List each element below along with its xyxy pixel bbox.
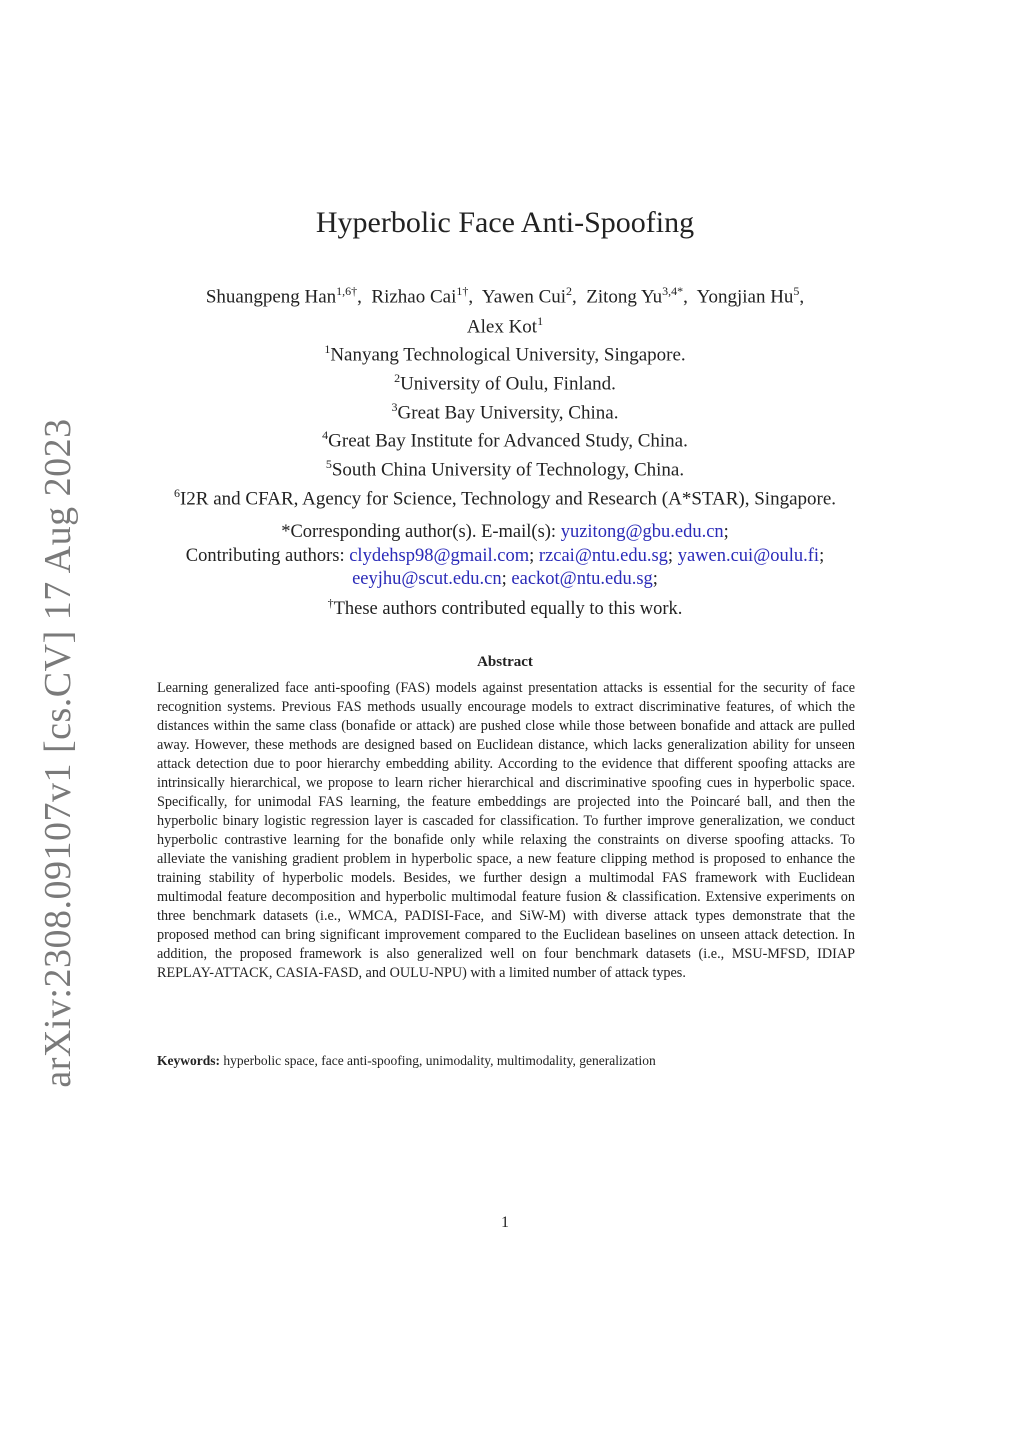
affiliation-mark: 2 xyxy=(394,370,401,385)
affiliation-text: University of Oulu, Finland. xyxy=(400,373,616,395)
affiliation-list xyxy=(0,338,1010,511)
author-name: Alex Kot xyxy=(466,316,538,338)
affiliation-mark: 4 xyxy=(322,428,329,443)
author-name: Yongjian Hu xyxy=(696,286,794,308)
affiliation-mark: 1 xyxy=(324,342,331,356)
affiliation-text: Great Bay University, China. xyxy=(397,401,619,423)
email-link[interactable]: rzcai@ntu.edu.sg xyxy=(538,545,668,566)
equal-contribution-note xyxy=(0,592,1010,622)
dagger-mark: † xyxy=(327,595,334,610)
email-link[interactable]: yuzitong@gbu.edu.cn xyxy=(560,522,724,542)
affiliation-item xyxy=(0,396,1010,425)
contributing-line: Contributing authors: clydehsp98@gmail.com; rzcai@ntu.edu.sg; yawen.cui@oulu.fi; xyxy=(185,545,825,566)
email-link[interactable]: yawen.cui@oulu.fi xyxy=(677,545,820,566)
abstract-text: Learning generalized face anti-spoofing (FAS) models against presentation attacks is essential for the security of face recognition systems. Previous FAS methods usually encourage models to extract discriminative features, of which the distances within the same class (bonafide or attack) are pushed close while those between bonafide and attack are pulled away. However, these methods are designed based on Euclidean distance, which lacks generalization ability for unseen attack detection due to poor hierarchy embedding ability. According to the evidence that different spoofing attacks are intrinsically hierarchical, we propose to learn richer hierarchical and discriminative spoofing cues in hyperbolic space. Specifically, for unimodal FAS learning, the feature embeddings are projected into the Poincaré ball, and then the hyperbolic binary logistic regression layer is cascaded for classification. To further improve generalization, we conduct hyperbolic contrastive learning for the bonafide only while relaxing the constraints on diverse spoofing attacks. To alleviate the vanishing gradient problem in hyperbolic space, a new feature clipping method is proposed to enhance the training stability of hyperbolic models. Besides, we further design a multimodal FAS framework with Euclidean multimodal feature decomposition and hyperbolic multimodal feature fusion & classification. Extensive experiments on three benchmark datasets (i.e., WMCA, PADISI-Face, and SiW-M) with diverse attack types demonstrate that the proposed method can bring significant improvement compared to the Euclidean baselines on unseen attack detection. In addition, the proposed framework is also generalized well on four benchmark datasets (i.e., MSU-MFSD, IDIAP REPLAY-ATTACK, CASIA-FASD, and OULU-NPU) with a limited number of attack types. xyxy=(157,680,855,981)
author-name: Rizhao Cai xyxy=(371,286,457,308)
author-name: Shuangpeng Han xyxy=(205,286,337,308)
author-affiliation-mark: 1 xyxy=(537,314,544,329)
affiliation-mark: 3 xyxy=(391,399,398,414)
abstract-heading: Abstract xyxy=(477,654,533,670)
author-list: Shuangpeng Han$^{1,6\dagger}$, Rizhao Cai$^{1\dagger}$, Yawen Cui$^2$, Zitong $Yu^{3,4*}$, Yongjian Hu$^5$, Alex Kot$^1$ xyxy=(205,284,805,338)
email-link[interactable]: eackot@ntu.edu.sg xyxy=(511,569,653,589)
email-link[interactable]: eeyjhu@scut.edu.cn xyxy=(352,569,502,589)
keywords-text: hyperbolic space, face anti-spoofing, unimodality, multimodality, generalization xyxy=(223,1053,656,1068)
affiliation-text: South China University of Technology, China. xyxy=(331,459,685,481)
equal-contribution-text: These authors contributed equally to this work. xyxy=(333,598,683,619)
contributing-label: Contributing authors: xyxy=(185,545,345,566)
affiliation-text: Nanyang Technological University, Singapore. xyxy=(330,344,686,366)
contributing-line: eeyjhu@scut.edu.cn; eackot@ntu.edu.sg; xyxy=(352,569,658,589)
affiliation-item xyxy=(0,338,1010,367)
corresponding-line: *Corresponding author(s). E-mail(s): yuzitong@gbu.edu.cn; xyxy=(281,522,729,542)
affiliation-item xyxy=(0,482,1010,511)
email-link[interactable]: clydehsp98@gmail.com xyxy=(349,545,530,566)
author-affiliation-mark: 1† xyxy=(456,284,469,298)
affiliation-item xyxy=(0,424,1010,453)
keywords-label: Keywords: xyxy=(157,1053,220,1068)
corresponding-label: *Corresponding author(s). E-mail(s): xyxy=(281,522,557,542)
keywords-line xyxy=(157,1053,857,1069)
author-affiliation-mark: 1,6† xyxy=(336,284,358,298)
affiliation-mark: 5 xyxy=(325,457,332,472)
arxiv-identifier: arXiv:2308.09107v1 [cs.CV] 17 Aug 2023 xyxy=(37,418,79,1088)
author-name: Yawen Cui xyxy=(481,286,567,308)
author-affiliation-mark: 5 xyxy=(793,284,800,298)
author-affiliation-mark: 2 xyxy=(566,284,573,298)
affiliation-mark: 6 xyxy=(173,486,180,501)
page-number: 1 xyxy=(501,1214,509,1231)
author-name: Zitong Yu xyxy=(586,286,663,308)
correspondence-block xyxy=(0,521,1010,621)
affiliation-item xyxy=(0,367,1010,396)
author-affiliation-mark: 3,4* xyxy=(662,284,684,298)
affiliation-text: Great Bay Institute for Advanced Study, China. xyxy=(328,430,688,452)
affiliation-text: I2R and CFAR, Agency for Science, Technology and Research (A*STAR), Singapore. xyxy=(179,488,837,510)
affiliation-item xyxy=(0,453,1010,482)
paper-title: Hyperbolic Face Anti-Spoofing xyxy=(315,206,695,239)
